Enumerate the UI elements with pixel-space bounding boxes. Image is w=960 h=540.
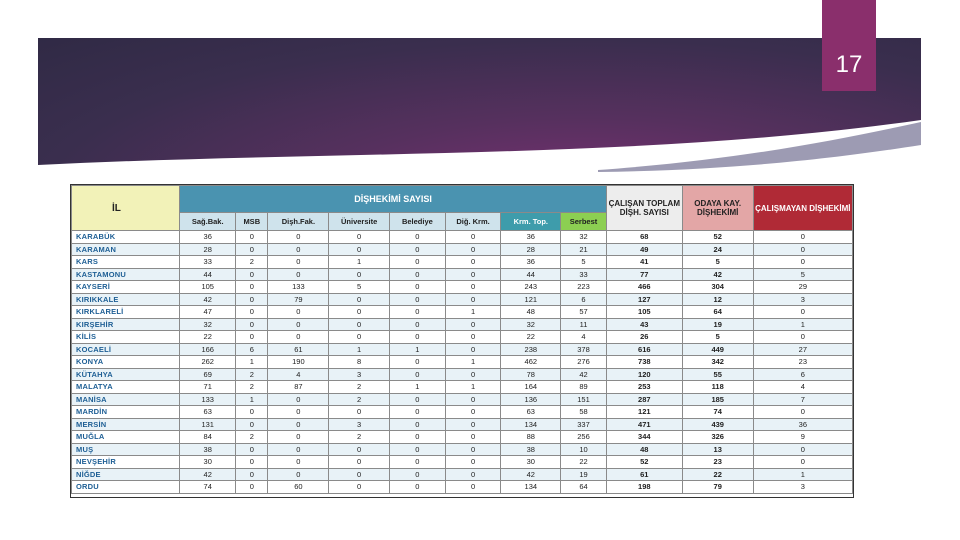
- table-cell: 30: [180, 456, 236, 469]
- table-cell: 48: [501, 306, 561, 319]
- table-cell: 0: [236, 443, 268, 456]
- table-cell: 190: [268, 356, 329, 369]
- table-cell: 0: [445, 406, 501, 419]
- header-belediye: Belediye: [390, 213, 446, 231]
- table-cell: 2: [236, 381, 268, 394]
- table-cell: 41: [606, 256, 682, 269]
- table-row: [72, 356, 853, 369]
- table-cell: 337: [561, 418, 607, 431]
- table-cell: 0: [445, 468, 501, 481]
- table-cell: 0: [390, 431, 446, 444]
- table-row: [72, 256, 853, 269]
- table-cell: 344: [606, 431, 682, 444]
- table-cell: 87: [268, 381, 329, 394]
- province-name: KARAMAN: [72, 243, 180, 256]
- table-cell: 74: [180, 481, 236, 494]
- table-cell: 0: [753, 256, 852, 269]
- table-cell: 0: [445, 256, 501, 269]
- table-cell: 0: [390, 393, 446, 406]
- province-name: KIRIKKALE: [72, 293, 180, 306]
- table-cell: 0: [390, 231, 446, 244]
- table-cell: 21: [561, 243, 607, 256]
- table-cell: 0: [390, 306, 446, 319]
- decorative-swoosh: [38, 120, 921, 180]
- table-cell: 4: [753, 381, 852, 394]
- table-cell: 44: [180, 268, 236, 281]
- table-cell: 49: [606, 243, 682, 256]
- table-cell: 0: [390, 318, 446, 331]
- table-cell: 1: [445, 306, 501, 319]
- table-cell: 0: [390, 243, 446, 256]
- table-row: [72, 481, 853, 494]
- table-cell: 0: [753, 406, 852, 419]
- table-cell: 0: [268, 443, 329, 456]
- table-cell: 23: [682, 456, 753, 469]
- table-cell: 185: [682, 393, 753, 406]
- province-name: KONYA: [72, 356, 180, 369]
- table-cell: 0: [753, 243, 852, 256]
- table-cell: 0: [268, 393, 329, 406]
- table-cell: 105: [606, 306, 682, 319]
- table-row: [72, 381, 853, 394]
- table-cell: 19: [561, 468, 607, 481]
- table-cell: 74: [682, 406, 753, 419]
- table-cell: 36: [753, 418, 852, 431]
- table-cell: 10: [561, 443, 607, 456]
- table-row: [72, 243, 853, 256]
- table-cell: 28: [501, 243, 561, 256]
- table-cell: 449: [682, 343, 753, 356]
- table-cell: 121: [501, 293, 561, 306]
- table-cell: 0: [236, 306, 268, 319]
- table-row: [72, 443, 853, 456]
- province-name: KASTAMONU: [72, 268, 180, 281]
- table-cell: 0: [236, 468, 268, 481]
- province-name: ORDU: [72, 481, 180, 494]
- table-cell: 0: [268, 418, 329, 431]
- table-cell: 0: [445, 481, 501, 494]
- table-cell: 0: [445, 318, 501, 331]
- table-cell: 69: [180, 368, 236, 381]
- table-cell: 32: [561, 231, 607, 244]
- table-cell: 1: [329, 256, 390, 269]
- table-cell: 29: [753, 281, 852, 294]
- header-universite: Üniversite: [329, 213, 390, 231]
- table-cell: 0: [236, 243, 268, 256]
- table-cell: 0: [445, 443, 501, 456]
- table-cell: 42: [501, 468, 561, 481]
- table-cell: 326: [682, 431, 753, 444]
- table-row: [72, 231, 853, 244]
- header-odaya-kayitli: ODAYA KAY. DİŞHEKİMİ: [682, 186, 753, 231]
- table-row: [72, 331, 853, 344]
- table-cell: 77: [606, 268, 682, 281]
- table-cell: 0: [390, 368, 446, 381]
- province-name: MALATYA: [72, 381, 180, 394]
- table-cell: 0: [753, 443, 852, 456]
- table-cell: 0: [445, 231, 501, 244]
- table-cell: 63: [501, 406, 561, 419]
- table-cell: 36: [180, 231, 236, 244]
- table-cell: 47: [180, 306, 236, 319]
- table-cell: 164: [501, 381, 561, 394]
- table-cell: 42: [180, 468, 236, 481]
- table-cell: 3: [329, 368, 390, 381]
- table-cell: 0: [236, 406, 268, 419]
- table-row: [72, 393, 853, 406]
- header-dish-fak: Dişh.Fak.: [268, 213, 329, 231]
- header-krm-top: Krm. Top.: [501, 213, 561, 231]
- table-cell: 0: [236, 293, 268, 306]
- table-cell: 1: [445, 381, 501, 394]
- table-cell: 3: [329, 418, 390, 431]
- header-calismayan: ÇALIŞMAYAN DİŞHEKİMİ: [753, 186, 852, 231]
- province-name: MUŞ: [72, 443, 180, 456]
- table-cell: 133: [268, 281, 329, 294]
- table-cell: 11: [561, 318, 607, 331]
- table-cell: 0: [753, 456, 852, 469]
- table-cell: 0: [329, 231, 390, 244]
- header-sag-bak: Sağ.Bak.: [180, 213, 236, 231]
- province-name: KİLİS: [72, 331, 180, 344]
- table-cell: 0: [268, 231, 329, 244]
- header-calisan-toplam: ÇALIŞAN TOPLAM DİŞH. SAYISI: [606, 186, 682, 231]
- table-row: [72, 306, 853, 319]
- province-name: KIRŞEHİR: [72, 318, 180, 331]
- table-cell: 64: [561, 481, 607, 494]
- table-cell: 134: [501, 418, 561, 431]
- table-cell: 118: [682, 381, 753, 394]
- table-cell: 0: [268, 256, 329, 269]
- table-cell: 0: [445, 418, 501, 431]
- table-row: [72, 431, 853, 444]
- table-cell: 0: [329, 406, 390, 419]
- table-cell: 0: [329, 481, 390, 494]
- table-cell: 5: [682, 256, 753, 269]
- table-cell: 0: [236, 456, 268, 469]
- table-row: [72, 293, 853, 306]
- table-cell: 0: [268, 468, 329, 481]
- table-cell: 42: [682, 268, 753, 281]
- table-cell: 0: [390, 443, 446, 456]
- header-msb: MSB: [236, 213, 268, 231]
- table-cell: 89: [561, 381, 607, 394]
- table-row: [72, 418, 853, 431]
- table-cell: 1: [390, 343, 446, 356]
- table-cell: 6: [753, 368, 852, 381]
- table-cell: 253: [606, 381, 682, 394]
- table-cell: 0: [445, 393, 501, 406]
- table-cell: 33: [561, 268, 607, 281]
- table-cell: 1: [753, 468, 852, 481]
- table-cell: 28: [180, 243, 236, 256]
- table-cell: 0: [329, 443, 390, 456]
- table-cell: 6: [561, 293, 607, 306]
- table-cell: 2: [236, 256, 268, 269]
- table-cell: 3: [753, 293, 852, 306]
- table-cell: 151: [561, 393, 607, 406]
- table-cell: 378: [561, 343, 607, 356]
- table-cell: 2: [329, 393, 390, 406]
- table-cell: 0: [390, 256, 446, 269]
- table-cell: 0: [390, 456, 446, 469]
- table-cell: 738: [606, 356, 682, 369]
- table-cell: 0: [329, 293, 390, 306]
- table-cell: 0: [390, 406, 446, 419]
- province-name: KOCAELİ: [72, 343, 180, 356]
- table-cell: 19: [682, 318, 753, 331]
- table-cell: 1: [236, 393, 268, 406]
- table-cell: 2: [329, 431, 390, 444]
- table-cell: 5: [682, 331, 753, 344]
- table-cell: 38: [501, 443, 561, 456]
- table-cell: 5: [753, 268, 852, 281]
- table-cell: 133: [180, 393, 236, 406]
- table-cell: 121: [606, 406, 682, 419]
- table-cell: 78: [501, 368, 561, 381]
- table-cell: 223: [561, 281, 607, 294]
- table-cell: 4: [561, 331, 607, 344]
- table-cell: 22: [682, 468, 753, 481]
- table-cell: 52: [606, 456, 682, 469]
- table-cell: 32: [180, 318, 236, 331]
- table-cell: 471: [606, 418, 682, 431]
- table-cell: 36: [501, 231, 561, 244]
- table-cell: 0: [236, 331, 268, 344]
- table-cell: 22: [561, 456, 607, 469]
- table-cell: 26: [606, 331, 682, 344]
- table-cell: 0: [445, 368, 501, 381]
- province-name: MERSİN: [72, 418, 180, 431]
- table-row: [72, 406, 853, 419]
- table-cell: 0: [329, 243, 390, 256]
- header-il: İL: [72, 186, 180, 231]
- table-cell: 105: [180, 281, 236, 294]
- table-cell: 0: [329, 268, 390, 281]
- header-dig-krm: Diğ. Krm.: [445, 213, 501, 231]
- table-cell: 5: [561, 256, 607, 269]
- slide-number: 17: [822, 0, 876, 91]
- table-cell: 0: [268, 431, 329, 444]
- table-cell: 0: [329, 306, 390, 319]
- table-cell: 2: [236, 431, 268, 444]
- table-cell: 262: [180, 356, 236, 369]
- table-cell: 61: [606, 468, 682, 481]
- table-cell: 24: [682, 243, 753, 256]
- table-cell: 134: [501, 481, 561, 494]
- table-cell: 0: [445, 268, 501, 281]
- table-cell: 120: [606, 368, 682, 381]
- province-name: MUĞLA: [72, 431, 180, 444]
- table-row: [72, 268, 853, 281]
- table-cell: 1: [390, 381, 446, 394]
- table-cell: 0: [390, 418, 446, 431]
- table-cell: 0: [268, 306, 329, 319]
- table-cell: 1: [445, 356, 501, 369]
- province-name: MANİSA: [72, 393, 180, 406]
- table-cell: 43: [606, 318, 682, 331]
- table-cell: 287: [606, 393, 682, 406]
- province-name: KARS: [72, 256, 180, 269]
- table-cell: 256: [561, 431, 607, 444]
- table-cell: 2: [329, 381, 390, 394]
- table-cell: 42: [180, 293, 236, 306]
- table-cell: 27: [753, 343, 852, 356]
- table-cell: 0: [268, 406, 329, 419]
- table-cell: 0: [445, 456, 501, 469]
- table-cell: 0: [753, 231, 852, 244]
- table-cell: 13: [682, 443, 753, 456]
- table-row: [72, 343, 853, 356]
- table-cell: 0: [236, 268, 268, 281]
- table-cell: 63: [180, 406, 236, 419]
- table-cell: 0: [236, 281, 268, 294]
- table-cell: 60: [268, 481, 329, 494]
- table-cell: 5: [329, 281, 390, 294]
- table-cell: 0: [390, 481, 446, 494]
- table-cell: 0: [268, 243, 329, 256]
- table-cell: 0: [390, 281, 446, 294]
- table-cell: 0: [390, 356, 446, 369]
- table-cell: 58: [561, 406, 607, 419]
- table-cell: 1: [329, 343, 390, 356]
- table-cell: 79: [682, 481, 753, 494]
- table-row: [72, 468, 853, 481]
- table-cell: 1: [236, 356, 268, 369]
- province-name: KAYSERİ: [72, 281, 180, 294]
- table-cell: 0: [390, 468, 446, 481]
- table-cell: 0: [445, 243, 501, 256]
- table-row: [72, 368, 853, 381]
- table-row: [72, 281, 853, 294]
- table-cell: 30: [501, 456, 561, 469]
- table-cell: 0: [236, 418, 268, 431]
- table-cell: 439: [682, 418, 753, 431]
- table-cell: 0: [329, 468, 390, 481]
- table-cell: 131: [180, 418, 236, 431]
- table-cell: 0: [329, 456, 390, 469]
- table-cell: 0: [390, 293, 446, 306]
- table-cell: 198: [606, 481, 682, 494]
- table-cell: 3: [753, 481, 852, 494]
- table-cell: 4: [268, 368, 329, 381]
- table-cell: 71: [180, 381, 236, 394]
- province-name: NEVŞEHİR: [72, 456, 180, 469]
- table-cell: 127: [606, 293, 682, 306]
- table-cell: 33: [180, 256, 236, 269]
- table-cell: 304: [682, 281, 753, 294]
- table-cell: 466: [606, 281, 682, 294]
- table-cell: 48: [606, 443, 682, 456]
- table-cell: 0: [390, 331, 446, 344]
- table-cell: 0: [445, 293, 501, 306]
- table-cell: 0: [236, 318, 268, 331]
- table-cell: 0: [753, 331, 852, 344]
- table-cell: 0: [753, 306, 852, 319]
- table-cell: 8: [329, 356, 390, 369]
- table-cell: 0: [329, 318, 390, 331]
- table-cell: 22: [501, 331, 561, 344]
- province-name: MARDİN: [72, 406, 180, 419]
- header-dishekimi-sayisi: DİŞHEKİMİ SAYISI: [180, 186, 606, 213]
- table-cell: 44: [501, 268, 561, 281]
- table-cell: 38: [180, 443, 236, 456]
- table-cell: 0: [268, 318, 329, 331]
- table-cell: 0: [445, 431, 501, 444]
- table-cell: 68: [606, 231, 682, 244]
- table-cell: 32: [501, 318, 561, 331]
- header-serbest: Serbest: [561, 213, 607, 231]
- table-cell: 64: [682, 306, 753, 319]
- province-name: KÜTAHYA: [72, 368, 180, 381]
- province-name: NİĞDE: [72, 468, 180, 481]
- table-cell: 52: [682, 231, 753, 244]
- table-cell: 342: [682, 356, 753, 369]
- province-name: KARABÜK: [72, 231, 180, 244]
- table-cell: 0: [390, 268, 446, 281]
- table-cell: 166: [180, 343, 236, 356]
- table-cell: 6: [236, 343, 268, 356]
- table-cell: 42: [561, 368, 607, 381]
- table-cell: 0: [236, 231, 268, 244]
- table-cell: 84: [180, 431, 236, 444]
- table-cell: 22: [180, 331, 236, 344]
- table-cell: 12: [682, 293, 753, 306]
- table-cell: 57: [561, 306, 607, 319]
- table-cell: 61: [268, 343, 329, 356]
- table-cell: 7: [753, 393, 852, 406]
- table-cell: 1: [753, 318, 852, 331]
- table-cell: 616: [606, 343, 682, 356]
- table-cell: 55: [682, 368, 753, 381]
- dentist-statistics-table: [70, 184, 854, 498]
- table-cell: 276: [561, 356, 607, 369]
- table-cell: 243: [501, 281, 561, 294]
- table-cell: 238: [501, 343, 561, 356]
- table-cell: 23: [753, 356, 852, 369]
- table-cell: 0: [268, 268, 329, 281]
- table-cell: 79: [268, 293, 329, 306]
- table-row: [72, 318, 853, 331]
- table-cell: 0: [445, 331, 501, 344]
- table-cell: 88: [501, 431, 561, 444]
- table-cell: 36: [501, 256, 561, 269]
- table-cell: 0: [268, 456, 329, 469]
- table-cell: 0: [268, 331, 329, 344]
- table-cell: 9: [753, 431, 852, 444]
- table-cell: 0: [236, 481, 268, 494]
- province-name: KIRKLARELİ: [72, 306, 180, 319]
- table-cell: 0: [445, 343, 501, 356]
- table-row: [72, 456, 853, 469]
- table-cell: 0: [329, 331, 390, 344]
- table-cell: 2: [236, 368, 268, 381]
- table-cell: 462: [501, 356, 561, 369]
- table-cell: 0: [445, 281, 501, 294]
- table-cell: 136: [501, 393, 561, 406]
